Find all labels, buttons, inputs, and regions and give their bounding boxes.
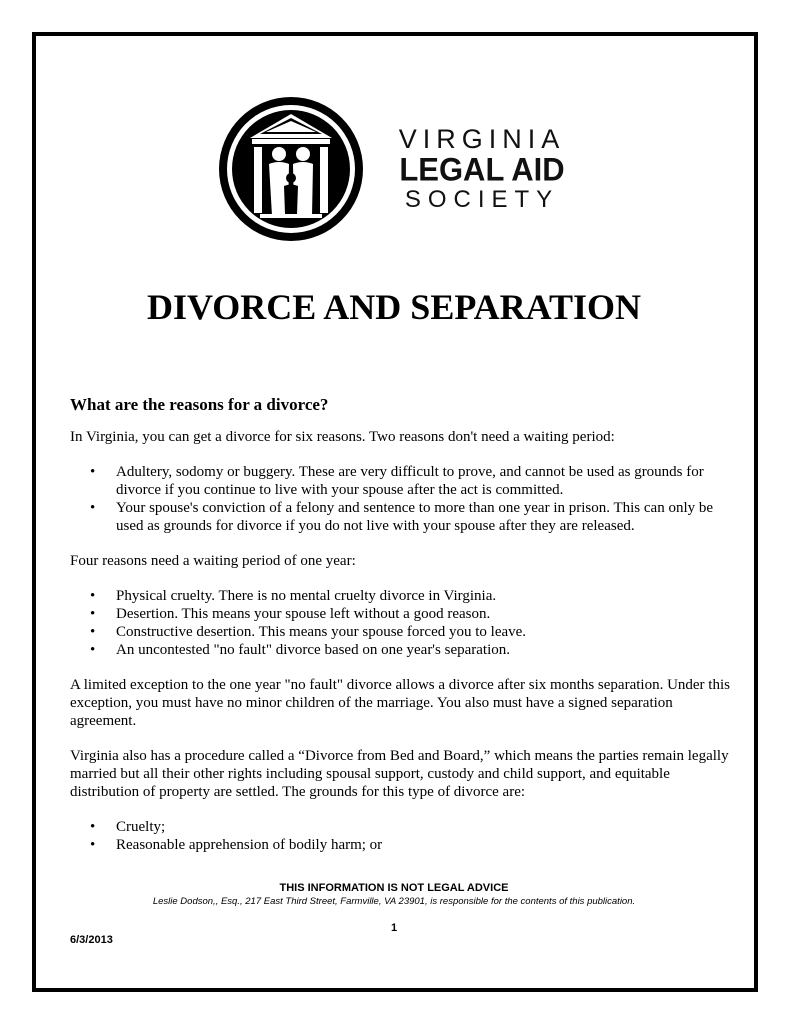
exception-paragraph: A limited exception to the one year "no fault" divorce allows a divorce after six months separation. Under this exception, you must have no minor children of the marriage. You also must have a signed separation agreement. [70, 677, 730, 729]
list-item: • An uncontested "no fault" divorce based on one year's separation. [70, 641, 730, 659]
legal-disclaimer: THIS INFORMATION IS NOT LEGAL ADVICE [279, 882, 509, 894]
courthouse-family-emblem-icon [216, 94, 366, 244]
logo-line-society: SOCIETY [404, 186, 560, 213]
virginia-legal-aid-logo [216, 94, 576, 244]
list-item: • Reasonable apprehension of bodily harm; or [70, 836, 730, 854]
list-item: • Cruelty; [70, 818, 730, 836]
list-item: • Constructive desertion. This means your spouse forced you to leave. [70, 623, 730, 641]
bed-and-board-paragraph: Virginia also has a procedure called a “Divorce from Bed and Board,” which means the parties remain legally married but all their other rights including spousal support, custody and child support, and equitable distribution of property are settled. The grounds for this type of divorce are: [70, 748, 729, 800]
logo-line-virginia: VIRGINIA [398, 124, 566, 154]
document-body [70, 396, 730, 871]
list-item: • Your spouse's conviction of a felony and sentence to more than one year in prison. This can only be used as grounds for divorce if you do not live with your spouse after they are released. [70, 499, 730, 535]
list-item: • Physical cruelty. There is no mental cruelty divorce in Virginia. [70, 587, 730, 605]
list-item: • Desertion. This means your spouse left without a good reason. [70, 605, 730, 623]
bed-and-board-grounds-list [70, 818, 730, 854]
no-wait-reasons-list [70, 463, 730, 535]
document-title: DIVORCE AND SEPARATION [147, 287, 641, 327]
page-number: 1 [390, 922, 398, 934]
logo-wordmark [382, 124, 582, 214]
publication-date: 6/3/2013 [70, 934, 113, 946]
section-heading: What are the reasons for a divorce? [70, 395, 329, 414]
wait-intro-paragraph: Four reasons need a waiting period of one year: [70, 553, 356, 569]
author-credit: Leslie Dodson,, Esq., 217 East Third Street, Farmville, VA 23901, is responsible for the contents of this publication. [152, 896, 636, 907]
logo-line-legal-aid: LEGAL AID [399, 151, 565, 188]
list-item: • Adultery, sodomy or buggery. These are very difficult to prove, and cannot be used as grounds for divorce if you continue to live with your spouse after the act is committed. [70, 463, 730, 499]
wait-reasons-list [70, 587, 730, 659]
intro-paragraph: In Virginia, you can get a divorce for six reasons. Two reasons don't need a waiting period: [70, 429, 615, 445]
